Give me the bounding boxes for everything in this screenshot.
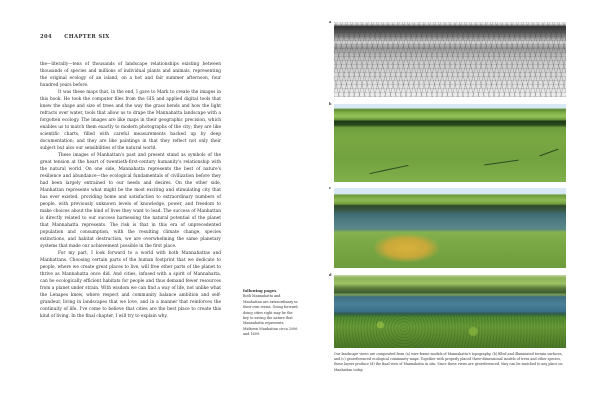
figure-final-view-image <box>334 275 566 348</box>
paragraph: For my part, I look forward to a world with both Mannahattas and Manhattans. Choosing certain parts of the human footprint that we dedicate to people, where we create great places to live, will free other parts of the planet to thrive as Mannahatta once did. And cities, infused with a spirit of Mannahatta, can be ecologically efficient habitats for people and thus demand fewer resources from a planet under strain. With wisdom we can find a way of life, not unlike what the Lenapes knew, where respect and community balance ambition and self-grandeur, living in landscapes that we love, and in a manner that reinforces the continuity of life. I've come to believe that cities are the best place to create this kind of living. In the final chapter, I will try to explain why. <box>40 251 221 319</box>
figure-caption: Our landscape views are composited from (a) wire-frame models of Mannahatta's topography, (b) filled and illuminated terrain surfaces, and (c) georeferenced ecological community maps. Together with properly placed three-dimensional models of trees and other species, these layers produce (d) the final view of Mannahatta in situ. Since these views are georeferenced, they can be matched to any place on Manhattan today. <box>334 352 563 372</box>
figure-terrain-image <box>334 104 566 182</box>
paragraph: These images of Manhattan's past and present stand as symbols of the great tension at the heart of twentieth-first-century humanity's relationship with the natural world. On one side, Mannahatta represents the best of nature's resilience and abundance—the ecological fundamentals of civilization before they had been largely entrained to our needs and desires. On the other side, Manhattan represents what might be the most exciting and stimulating city that has ever existed, providing home and satisfaction to extraordinary numbers of people, with previously unknown levels of knowledge, power, and freedom to make choices about the kind of lives they want to lead. The success of Manhattan is directly related to our success harnessing the natural potential of the planet that Mannahatta represents. The risk is that in this era of unprecedented population and consumption, with the resulting climate change, species extinctions, and habitat destruction, we are overwhelming the same planetary systems that made our achievement possible in the first place. <box>40 153 221 249</box>
side-caption-text: Both Mannahatta and Manhattan are extraordinary in their own terms. Going forward, doing cities right may be the key to saving the nature that Mannahatta represents. Midtown Manhattan circa 2006 and 1609. <box>243 294 299 337</box>
page-number: 204 <box>40 34 53 40</box>
paragraph: the—literally—tens of thousands of landscape relationships existing between thousands of species and millions of individual plants and animals, representing the original ecology of an island, on a hot and fair summer afternoon, four hundred years before. <box>40 62 221 88</box>
figure-label-b: b <box>329 102 332 106</box>
running-head <box>40 34 110 40</box>
figure-wireframe-image <box>334 22 566 97</box>
figure-ecology-map-image <box>334 188 566 268</box>
side-caption-heading: following pages <box>243 288 277 293</box>
figure-label-c: c <box>329 186 332 190</box>
figure-label-a: a <box>329 20 332 24</box>
figure-label-d: d <box>329 273 332 277</box>
side-caption <box>243 288 299 338</box>
chapter-title: CHAPTER SIX <box>64 34 110 40</box>
marsh-area <box>374 234 439 262</box>
paragraph: It was these maps that, in the end, I gave to Mark to create the images in this book. He took the computer files from the GIS and applied digital tools that knew the shape and size of trees and the way the grass bends and how the light refracts over water, tools that allow us to drape the Mannahatta landscape with a forgotten ecology. The images are like maps in their geographic precision, which enables us to match them exactly to modern photographs of the city; they are like scientific charts, filled with careful measurements backed up by deep documentation; and they are like paintings in that they reflect not only their subject but also our sensibilities of the natural world. <box>40 90 221 151</box>
body-text <box>40 61 221 320</box>
